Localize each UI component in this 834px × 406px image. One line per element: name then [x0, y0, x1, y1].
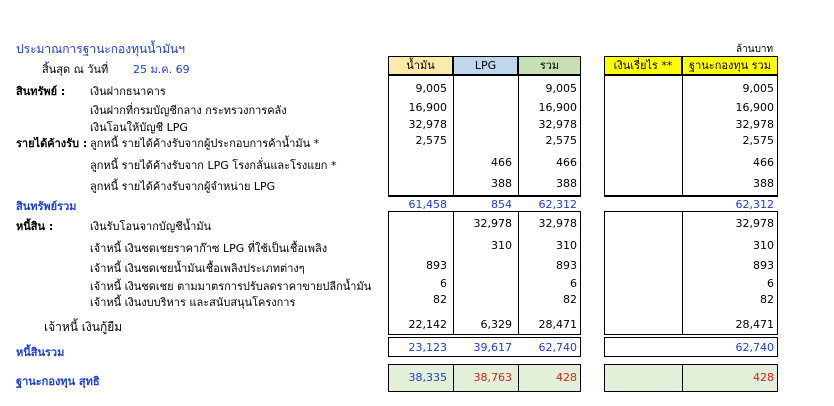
cell-oil: 6	[440, 277, 447, 290]
cell-fund: 62,740	[735, 341, 774, 354]
cell-fund: 2,575	[742, 134, 774, 147]
row-label: เงินฝากธนาคาร	[90, 85, 166, 98]
cell-fund: 310	[753, 239, 774, 252]
cell-total: 32,978	[538, 217, 577, 230]
header-total: รวม	[518, 56, 581, 75]
section-liabilities: หนี้สิน :	[16, 220, 54, 233]
header-lpg: LPG	[453, 56, 518, 75]
cell-oil: 2,575	[415, 134, 447, 147]
cell-lpg: 854	[491, 198, 512, 211]
row-label: เจ้าหนี้ เงินชดเชยราคาก๊าซ LPG ที่ใช้เป็นเชื้อเพลิง	[90, 242, 328, 255]
row-label: เจ้าหนี้ เงินชดเชยน้ำมันเชื้อเพลิงประเภทต่างๆ	[90, 262, 305, 275]
page-title: ประมาณการฐานะกองทุนน้ำมันฯ	[16, 42, 185, 56]
cell-lpg: 38,763	[473, 371, 512, 384]
row-label: เจ้าหนี้ เงินชดเชย ตามมาตรการปรับลดราคาขายปลีกน้ำมัน	[90, 280, 372, 293]
cell-lpg: 466	[491, 156, 512, 169]
as-of-date: 25 ม.ค. 69	[133, 63, 190, 76]
row-label: ลูกหนี้ รายได้ค้างรับจากผู้จำหน่าย LPG	[90, 180, 276, 193]
cell-fund: 428	[753, 371, 774, 384]
header-fund-total: ฐานะกองทุน รวม	[682, 56, 778, 75]
cell-total: 466	[556, 156, 577, 169]
cell-fund: 6	[767, 277, 774, 290]
cell-oil: 82	[433, 293, 447, 306]
cell-oil: 32,978	[408, 118, 447, 131]
cell-lpg: 388	[491, 177, 512, 190]
cell-total: 428	[556, 371, 577, 384]
cell-oil: 9,005	[415, 82, 447, 95]
cell-lpg: 32,978	[473, 217, 512, 230]
row-label: เจ้าหนี้ เงินกู้ยืม	[44, 320, 123, 334]
cell-fund: 388	[753, 177, 774, 190]
section-net-position: ฐานะกองทุน สุทธิ	[16, 375, 100, 388]
section-receivables: รายได้ค้างรับ :	[16, 137, 88, 150]
row-label: เงินรับโอนจากบัญชีน้ำมัน	[90, 220, 212, 233]
cell-total: 62,312	[538, 198, 577, 211]
row-label: ลูกหนี้ รายได้ค้างรับจากผู้ประกอบการค้าน้ำมัน *	[90, 137, 320, 150]
cell-fund: 82	[760, 293, 774, 306]
section-total-liabilities: หนี้สินรวม	[16, 346, 65, 359]
row-label: เจ้าหนี้ เงินงบบริหาร และสนับสนุนโครงการ	[90, 296, 296, 309]
cell-oil: 61,458	[408, 198, 447, 211]
cell-lpg: 6,329	[480, 318, 512, 331]
cell-total: 6	[570, 277, 577, 290]
header-cash: เงินเรี่ยไร **	[604, 56, 682, 75]
row-label: เงินโอนให้บัญชี LPG	[90, 121, 188, 134]
cell-oil: 893	[426, 259, 447, 272]
cell-total: 388	[556, 177, 577, 190]
as-of-label: สิ้นสุด ณ วันที่	[42, 63, 109, 76]
cell-lpg: 310	[491, 239, 512, 252]
section-assets: สินทรัพย์ :	[16, 85, 66, 98]
cell-oil: 38,335	[408, 371, 447, 384]
cell-fund: 62,312	[735, 198, 774, 211]
cell-total: 28,471	[538, 318, 577, 331]
cell-oil: 22,142	[408, 318, 447, 331]
row-label: ลูกหนี้ รายได้ค้างรับจาก LPG โรงกลั่นและโรงแยก *	[90, 159, 337, 172]
cell-fund: 32,978	[735, 217, 774, 230]
cell-oil: 23,123	[408, 341, 447, 354]
section-total-assets: สินทรัพย์รวม	[16, 200, 77, 213]
cell-total: 9,005	[545, 82, 577, 95]
cell-total: 32,978	[538, 118, 577, 131]
cell-oil: 16,900	[408, 101, 447, 114]
cell-fund: 16,900	[735, 101, 774, 114]
cell-lpg: 39,617	[473, 341, 512, 354]
cell-fund: 28,471	[735, 318, 774, 331]
unit-label: ล้านบาท	[736, 44, 774, 55]
cell-fund: 893	[753, 259, 774, 272]
cell-total: 62,740	[538, 341, 577, 354]
cell-total: 310	[556, 239, 577, 252]
header-oil: น้ำมัน	[388, 56, 453, 75]
cell-total: 16,900	[538, 101, 577, 114]
cell-total: 893	[556, 259, 577, 272]
cell-total: 82	[563, 293, 577, 306]
cell-fund: 466	[753, 156, 774, 169]
cell-fund: 32,978	[735, 118, 774, 131]
cell-fund: 9,005	[742, 82, 774, 95]
row-label: เงินฝากที่กรมบัญชีกลาง กระทรวงการคลัง	[90, 104, 287, 117]
cell-total: 2,575	[545, 134, 577, 147]
